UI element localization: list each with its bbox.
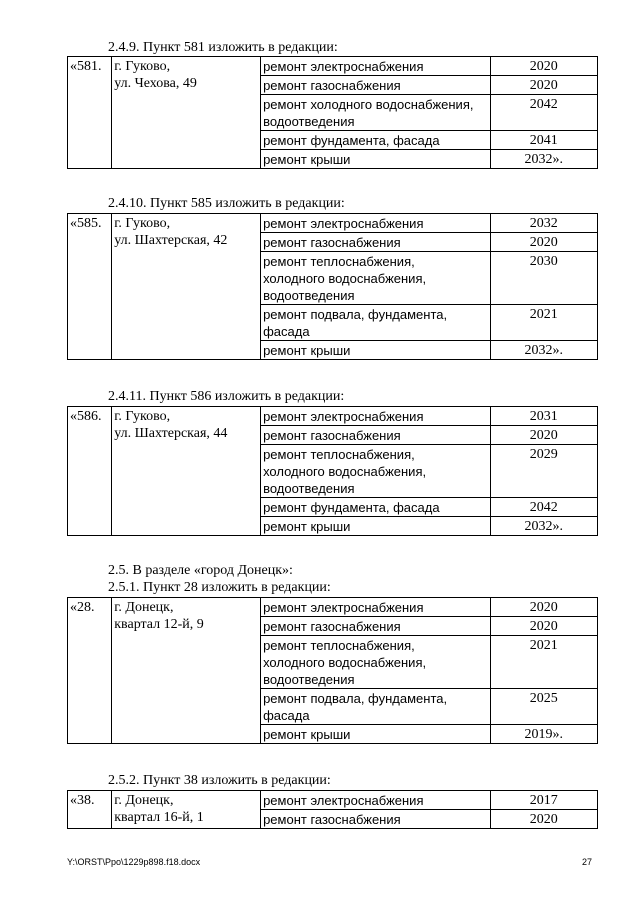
address-line: ул. Чехова, 49: [114, 76, 197, 91]
year-cell: 2042: [491, 498, 598, 517]
section-heading: 2.5.2. Пункт 38 изложить в редакции:: [108, 773, 331, 788]
work-line: холодного водоснабжения,: [263, 464, 427, 479]
work-cell: [261, 617, 491, 636]
work-line: ремонт подвала, фундамента,: [263, 307, 448, 322]
work-line: ремонт холодного водоснабжения,: [263, 97, 474, 112]
work-cell: [261, 407, 491, 426]
year-cell: 2041: [491, 131, 598, 150]
work-line: ремонт газоснабжения: [263, 812, 401, 827]
year-cell: 2020: [491, 57, 598, 76]
item-number: «586.: [68, 407, 112, 536]
work-line: ремонт электроснабжения: [263, 793, 424, 808]
work-line: ремонт крыши: [263, 343, 351, 358]
work-line: ремонт теплоснабжения,: [263, 447, 415, 462]
work-line: ремонт электроснабжения: [263, 409, 424, 424]
table-row: [68, 598, 598, 617]
table-row: [68, 57, 598, 76]
work-cell: [261, 341, 491, 360]
work-line: ремонт фундамента, фасада: [263, 500, 440, 515]
address-cell: [112, 214, 261, 360]
work-cell: [261, 57, 491, 76]
registry-table: [67, 56, 598, 169]
year-cell: 2020: [491, 598, 598, 617]
year-cell: 2017: [491, 791, 598, 810]
work-cell: [261, 689, 491, 725]
work-line: водоотведения: [263, 288, 355, 303]
address-line: г. Донецк,: [114, 793, 174, 808]
address-cell: [112, 407, 261, 536]
year-cell: 2021: [491, 305, 598, 341]
item-number: «38.: [68, 791, 112, 829]
work-cell: [261, 725, 491, 744]
table-row: [68, 214, 598, 233]
work-line: холодного водоснабжения,: [263, 271, 427, 286]
work-line: ремонт фундамента, фасада: [263, 133, 440, 148]
year-cell: 2032».: [491, 150, 598, 169]
registry-table: [67, 213, 598, 360]
work-line: ремонт крыши: [263, 519, 351, 534]
work-line: водоотведения: [263, 481, 355, 496]
year-cell: 2020: [491, 426, 598, 445]
year-cell: 2029: [491, 445, 598, 498]
work-cell: [261, 252, 491, 305]
work-line: холодного водоснабжения,: [263, 655, 427, 670]
address-cell: [112, 598, 261, 744]
registry-table: [67, 406, 598, 536]
work-cell: [261, 498, 491, 517]
work-cell: [261, 150, 491, 169]
year-cell: 2020: [491, 76, 598, 95]
work-cell: [261, 76, 491, 95]
work-line: ремонт электроснабжения: [263, 216, 424, 231]
address-line: ул. Шахтерская, 42: [114, 233, 228, 248]
work-cell: [261, 305, 491, 341]
work-cell: [261, 95, 491, 131]
work-line: ремонт подвала, фундамента,: [263, 691, 448, 706]
work-line: ремонт газоснабжения: [263, 235, 401, 250]
address-line: г. Гуково,: [114, 216, 171, 231]
work-cell: [261, 233, 491, 252]
work-line: ремонт крыши: [263, 152, 351, 167]
section-heading: 2.4.10. Пункт 585 изложить в редакции:: [108, 196, 345, 211]
year-cell: 2019».: [491, 725, 598, 744]
page-number: 27: [582, 857, 593, 867]
address-line: квартал 16-й, 1: [114, 810, 204, 825]
work-line: ремонт газоснабжения: [263, 428, 401, 443]
work-line: водоотведения: [263, 114, 355, 129]
work-line: водоотведения: [263, 672, 355, 687]
item-number: «581.: [68, 57, 112, 169]
year-cell: 2020: [491, 617, 598, 636]
registry-table: [67, 790, 598, 829]
work-cell: [261, 791, 491, 810]
year-cell: 2020: [491, 810, 598, 829]
item-number: «28.: [68, 598, 112, 744]
section-heading: 2.4.11. Пункт 586 изложить в редакции:: [108, 389, 345, 404]
work-cell: [261, 426, 491, 445]
work-line: ремонт электроснабжения: [263, 600, 424, 615]
table-row: [68, 791, 598, 810]
item-number: «585.: [68, 214, 112, 360]
address-cell: [112, 57, 261, 169]
section-heading: 2.5. В разделе «город Донецк»:: [108, 563, 293, 578]
address-line: г. Донецк,: [114, 600, 174, 615]
registry-table: [67, 597, 598, 744]
address-line: ул. Шахтерская, 44: [114, 426, 228, 441]
work-cell: [261, 214, 491, 233]
year-cell: 2032».: [491, 341, 598, 360]
year-cell: 2032: [491, 214, 598, 233]
work-line: ремонт газоснабжения: [263, 78, 401, 93]
work-cell: [261, 636, 491, 689]
address-cell: [112, 791, 261, 829]
work-cell: [261, 810, 491, 829]
work-line: ремонт крыши: [263, 727, 351, 742]
address-line: квартал 12-й, 9: [114, 617, 204, 632]
work-line: ремонт газоснабжения: [263, 619, 401, 634]
work-line: фасада: [263, 708, 310, 723]
work-line: фасада: [263, 324, 310, 339]
work-cell: [261, 517, 491, 536]
footer-file-path: Y:\ORST\Ppo\1229p898.f18.docx: [67, 857, 201, 867]
year-cell: 2020: [491, 233, 598, 252]
year-cell: 2025: [491, 689, 598, 725]
year-cell: 2031: [491, 407, 598, 426]
work-cell: [261, 445, 491, 498]
section-heading: 2.4.9. Пункт 581 изложить в редакции:: [108, 40, 338, 55]
table-row: [68, 407, 598, 426]
year-cell: 2042: [491, 95, 598, 131]
address-line: г. Гуково,: [114, 409, 171, 424]
year-cell: 2021: [491, 636, 598, 689]
subsection-heading: 2.5.1. Пункт 28 изложить в редакции:: [108, 580, 331, 595]
work-cell: [261, 131, 491, 150]
work-line: ремонт теплоснабжения,: [263, 254, 415, 269]
year-cell: 2032».: [491, 517, 598, 536]
year-cell: 2030: [491, 252, 598, 305]
work-line: ремонт электроснабжения: [263, 59, 424, 74]
address-line: г. Гуково,: [114, 59, 171, 74]
work-cell: [261, 598, 491, 617]
work-line: ремонт теплоснабжения,: [263, 638, 415, 653]
